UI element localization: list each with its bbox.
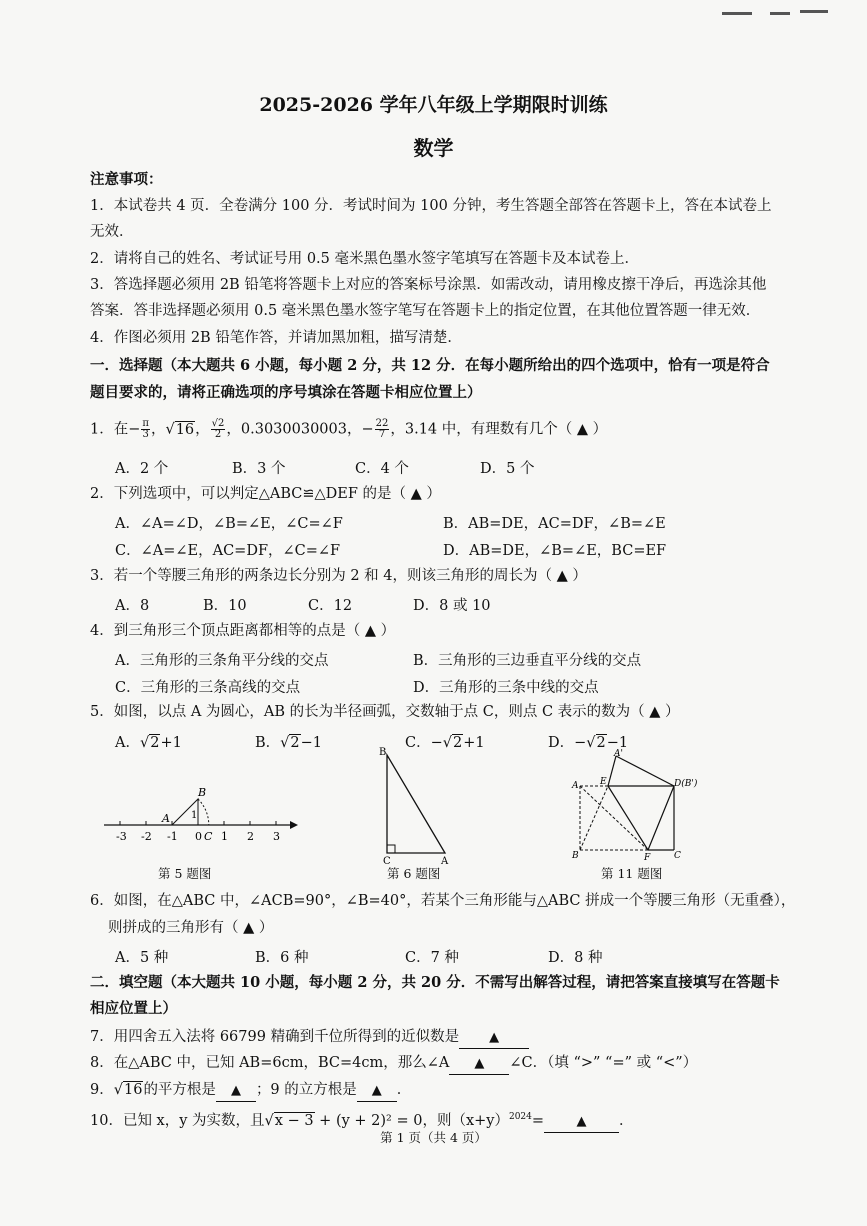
q6-option-a: A．5 种 [115, 950, 169, 966]
tick-label: -3 [116, 830, 127, 843]
fig11-label-a-prime: A' [614, 749, 623, 759]
q1-option-d: D．5 个 [480, 461, 535, 477]
scan-mark [770, 12, 790, 15]
q4-option-c: C．三角形的三条高线的交点 [115, 680, 301, 696]
q3-option-b: B．10 [203, 598, 247, 614]
q6-option-b: B．6 种 [255, 950, 309, 966]
fig11-label-a: A [572, 781, 579, 791]
fig11-label-c: C [674, 851, 681, 861]
q3-option-c: C．12 [308, 598, 353, 614]
q2-option-b: B．AB=DE，AC=DF，∠B=∠E [443, 516, 666, 532]
q8-answer-blank: ▲ [449, 1054, 509, 1075]
note-2: 2．请将自己的姓名、考试证号用 0.5 毫米黑色墨水签字笔填写在答题卡及本试卷上． [90, 251, 640, 267]
question-3-stem: 3．若一个等腰三角形的两条边长分别为 2 和 4，则该三角形的周长为（ ▲ ） [90, 568, 587, 584]
fig6-label-c: C [383, 856, 391, 865]
question-6-stem: 6．如图，在△ABC 中，∠ACB=90°，∠B=40°，若某个三角形能与△ABC 拼成一个等腰三角形（无重叠）， [90, 893, 796, 909]
fig11-label-e: E [600, 777, 607, 787]
section1-heading-cont: 题目要求的，请将正确选项的序号填涂在答题卡相应位置上） [90, 384, 482, 401]
tick-label: 2 [247, 830, 254, 843]
q4-option-b: B．三角形的三边垂直平分线的交点 [413, 653, 642, 669]
q6-option-d: D．8 种 [548, 950, 603, 966]
figure-11-caption: 第 11 题图 [601, 866, 663, 881]
note-1-cont: 无效． [90, 224, 134, 240]
q9-answer-blank-1: ▲ [216, 1081, 256, 1102]
fig11-label-d: D(B') [674, 779, 698, 789]
question-6-stem-cont: 则拼成的三角形有（ ▲ ） [108, 920, 274, 936]
q2-option-a: A．∠A=∠D，∠B=∠E，∠C=∠F [115, 516, 343, 532]
q10-answer-blank: ▲ [544, 1112, 619, 1133]
scan-mark [800, 10, 828, 13]
page-footer: 第 1 页（共 4 页） [380, 1130, 487, 1145]
q2-option-d: D．AB=DE，∠B=∠E，BC=EF [443, 543, 667, 559]
fig6-label-b: B [379, 747, 387, 758]
q1-option-b: B．3 个 [232, 461, 286, 477]
note-4: 4．作图必须用 2B 铅笔作答，并请加黑加粗，描写清楚． [90, 330, 462, 346]
figure-5-caption: 第 5 题图 [158, 866, 212, 881]
q5-option-a: A．√2+1 [115, 735, 182, 751]
note-1: 1．本试卷共 4 页．全卷满分 100 分．考试时间为 100 分钟，考生答题全部答在答题卡上，答在本试卷上 [90, 198, 772, 214]
question-10: 10．已知 x，y 为实数，且√x − 3 + (y + 2)² = 0，则$(x+y)^{2024}=$ ▲ ． [90, 1107, 634, 1133]
note-3-cont: 答案．答非选择题必须用 0.5 毫米黑色墨水签字笔写在答题卡上的指定位置，在其他位置答题一律无效． [90, 303, 761, 319]
question-8: 8．在△ABC 中，已知 AB=6cm，BC=4cm，那么∠A ▲ ∠C．（填 “>” “=” 或 “<”） [90, 1053, 697, 1075]
fig5-label-b: B [198, 786, 207, 799]
tick-label: 0 [195, 830, 202, 843]
q5-option-b: B．√2−1 [255, 735, 323, 751]
q1-sqrt16: 16 [175, 421, 195, 438]
q2-option-c: C．∠A=∠E，AC=DF，∠C=∠F [115, 543, 341, 559]
subject-title: 数学 [413, 136, 454, 160]
note-3: 3．答选择题必须用 2B 铅笔将答题卡上对应的答案标号涂黑．如需改动，请用橡皮擦干净后，再选涂其他 [90, 277, 767, 293]
q6-option-c: C．7 种 [405, 950, 459, 966]
figure-6-triangle [375, 745, 455, 865]
tick-label: -1 [167, 830, 178, 843]
q9-answer-blank-2: ▲ [357, 1081, 397, 1102]
fig6-label-a: A [441, 856, 449, 865]
tick-label: 1 [221, 830, 228, 843]
q3-option-d: D．8 或 10 [413, 598, 491, 614]
section2-heading-cont: 相应位置上） [90, 1000, 177, 1017]
question-5-stem: 5．如图，以点 A 为圆心，AB 的长为半径画弧，交数轴于点 C，则点 C 表示的数为（ ▲ ） [90, 704, 680, 720]
fig11-label-f: F [644, 853, 651, 863]
question-9: 9．√16的平方根是 ▲ ；9 的立方根是 ▲ ． [90, 1080, 411, 1102]
scan-mark [722, 12, 752, 15]
question-2-stem: 2．下列选项中，可以判定△ABC≌△DEF 的是（ ▲ ） [90, 486, 441, 502]
tick-label: 3 [273, 830, 280, 843]
q3-option-a: A．8 [115, 598, 150, 614]
exam-title: 2025-2026 学年八年级上学期限时训练 [259, 94, 608, 116]
fig5-label-one: 1 [191, 810, 198, 821]
q1-option-c: C．4 个 [355, 461, 409, 477]
q4-option-a: A．三角形的三条角平分线的交点 [115, 653, 329, 669]
figure-11-folding [570, 748, 700, 863]
tick-label: -2 [141, 830, 152, 843]
q1-option-a: A．2 个 [115, 461, 169, 477]
question-1-stem: 1．在− $\frac{\pi}{3}$ ，√16， $\frac{√2}{2}$ ，0.3030030003，− $\frac{22}{7}$ ，3.14 中，有理数有几个（ ▲ ） [90, 418, 608, 440]
q1-frac-22-7: $\frac{22}{7}$ [375, 418, 389, 440]
fig5-label-c: C [204, 830, 213, 843]
question-4-stem: 4．到三角形三个顶点距离都相等的点是（ ▲ ） [90, 623, 396, 639]
fig5-label-a: A [162, 812, 170, 825]
figure-5-number-line [100, 780, 305, 850]
q1-frac-root2: $\frac{√2}{2}$ [211, 418, 225, 440]
q7-answer-blank: ▲ [459, 1028, 529, 1049]
q5-option-d: D．−√2−1 [548, 735, 629, 751]
fig11-label-b: B [572, 851, 579, 861]
q1-frac-pi: $\frac{\pi}{3}$ [142, 418, 149, 440]
section2-heading: 二．填空题（本大题共 10 小题，每小题 2 分，共 20 分．不需写出解答过程，请把答案直接填写在答题卡 [90, 974, 780, 991]
notes-heading: 注意事项： [90, 171, 163, 188]
section1-heading: 一．选择题（本大题共 6 小题，每小题 2 分，共 12 分．在每小题所给出的四个选项中，恰有一项是符合 [90, 357, 770, 374]
q4-option-d: D．三角形的三条中线的交点 [413, 680, 599, 696]
question-7: 7．用四舍五入法将 66799 精确到千位所得到的近似数是 ▲ [90, 1027, 529, 1049]
figure-6-caption: 第 6 题图 [387, 866, 441, 881]
q5-option-c: C．−√2+1 [405, 735, 485, 751]
q1-prefix: 1．在− [90, 421, 141, 438]
